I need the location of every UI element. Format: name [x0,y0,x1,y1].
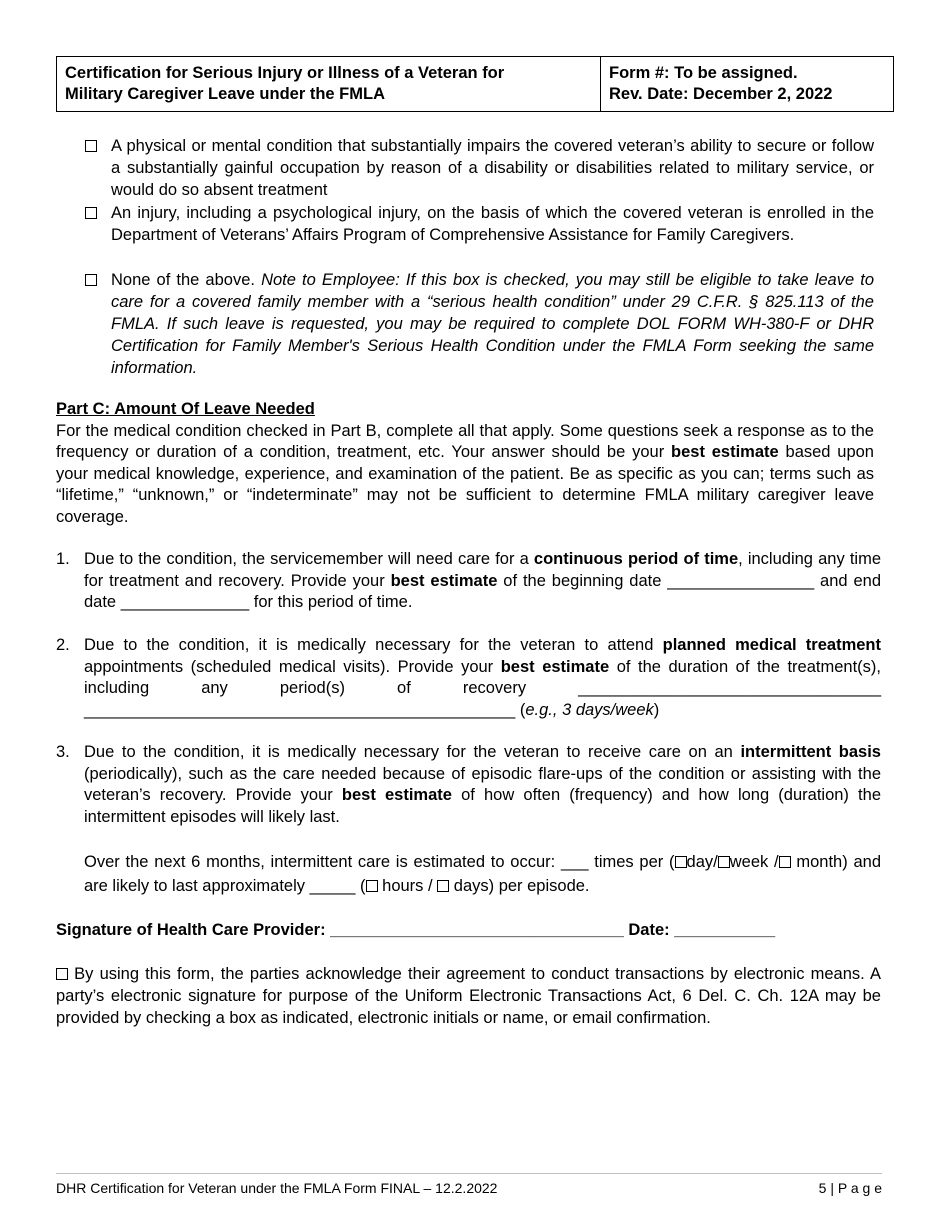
note-to-employee: Note to Employee: If this box is checked, you may still be eligible to take leave to care for a covered family member with a “serious health condition” under 29 C.F.R. § 825.113 of the FMLA. If such leave is requested, you may be required to complete DOL FORM WH-380-F or DHR Certification for Family Member's Serious Health Condition under the FMLA Form seeking the same information. [111,271,874,377]
question-number: 3. [56,743,70,761]
q-bold: best estimate [500,657,610,676]
checkbox-none[interactable] [85,274,97,286]
option-plain-text: None of the above. [111,271,255,289]
revision-date: Rev. Date: December 2, 2022 [609,85,833,103]
question-text [84,742,881,828]
q-text: ) [653,700,660,719]
signature-line[interactable]: Signature of Health Care Provider: ________________________________ Date: ___________ [56,921,776,939]
option-text: An injury, including a psychological injury, on the basis of which the covered veteran is enrolled in the Department of Veterans’ Affairs Program of Comprehensive Assistance for Family Caregivers. [111,204,874,244]
form-title-line2: Military Caregiver Leave under the FMLA [65,85,386,103]
page-number: 5 | P a g e [818,1180,882,1196]
electronic-consent [56,963,881,1029]
q-bold: best estimate [390,571,498,590]
checkbox-week[interactable] [718,856,730,868]
checkbox-electronic-consent[interactable] [56,968,68,980]
form-title [57,57,601,111]
q-text: week / [729,853,779,871]
question-number: 1. [56,550,70,568]
q-text: month) and are likely to last approximately _____ ( [84,853,882,895]
option-text: A physical or mental condition that substantially impairs the covered veteran’s ability to secure or follow a substantially gainful occupation by reason of a disability or disabilities related to military service, or would do so absent treatment [111,137,874,199]
form-meta [601,57,893,111]
question-text [84,549,881,614]
q-text: Due to the condition, the servicemember will need care for a [84,550,534,568]
checkbox-injury[interactable] [85,207,97,219]
intermittent-estimate [84,850,881,898]
part-c-intro [56,422,874,526]
condition-option-injury [85,202,874,246]
checkbox-day[interactable] [675,856,687,868]
q-text: of the duration of the treatment(s), including any period(s) of recovery _________________________________ _______________________________________________ ( [84,657,881,719]
part-c-section [56,399,874,528]
checkbox-impairment[interactable] [85,140,97,152]
q-bold: planned medical treatment [662,636,881,654]
question-text [84,635,881,721]
q-text: Over the next 6 months, intermittent care is estimated to occur: ___ times per ( [84,853,675,871]
q-text: hours / [377,877,438,895]
q-bold: continuous period of time [533,550,739,568]
q-bold: best estimate [341,786,452,804]
q-text: Due to the condition, it is medically necessary for the veteran to attend [84,636,663,654]
question-3 [56,742,881,898]
q-text: Due to the condition, it is medically necessary for the veteran to receive care on an [84,743,741,761]
consent-text: By using this form, the parties acknowledge their agreement to conduct transactions by electronic means. A party’s electronic signature for purpose of the Uniform Electronic Transactions Act, 6 Del. C. Ch. 12A may be provided by checking a box as indicated, electronic initials or name, or email confirmation. [56,965,881,1027]
q-example: e.g., 3 days/week [525,700,654,719]
q-bold: intermittent basis [740,743,881,761]
q-text: , including any time for treatment and recovery. Provide your [84,550,882,590]
footer-document-name: DHR Certification for Veteran under the FMLA Form FINAL – 12.2.2022 [56,1180,498,1196]
question-number: 2. [56,636,70,654]
form-number: Form #: To be assigned. [609,64,798,82]
intro-text: For the medical condition checked in Part B, complete all that apply. Some questions seek a response as to the frequency or duration of a condition, treatment, etc. Your answer should be your [56,421,874,461]
q-text: of the beginning date ________________ and end date ______________ for this period of time. [84,571,881,611]
condition-option-impairment [85,135,874,201]
checkbox-days[interactable] [437,880,449,892]
form-header [56,56,894,112]
checkbox-hours[interactable] [366,880,378,892]
intro-text-rest: based upon your medical knowledge, experience, and examination of the patient. Be as specific as you can; terms such as “lifetime,” “unknown,” or “indeterminate” may not be sufficient to determine FMLA military caregiver leave coverage. [56,443,874,526]
question-2 [56,635,881,721]
checkbox-month[interactable] [779,856,791,868]
intro-bold: best estimate [671,443,779,461]
question-1 [56,549,881,614]
q-text: days) per episode. [449,877,590,895]
q-text: day/ [686,853,718,871]
q-text: appointments (scheduled medical visits). Provide your [84,657,501,676]
form-title-line1: Certification for Serious Injury or Illness of a Veteran for [65,64,505,82]
option-text [111,269,874,379]
condition-option-none [85,269,874,379]
part-c-heading: Part C: Amount Of Leave Needed [56,400,315,418]
q-text: of how often (frequency) and how long (duration) the intermittent episodes will likely last. [84,786,881,826]
page-footer [56,1173,882,1196]
q-text: (periodically), such as the care needed because of episodic flare-ups of the condition or assisting with the veteran’s recovery. Provide your [84,764,881,804]
